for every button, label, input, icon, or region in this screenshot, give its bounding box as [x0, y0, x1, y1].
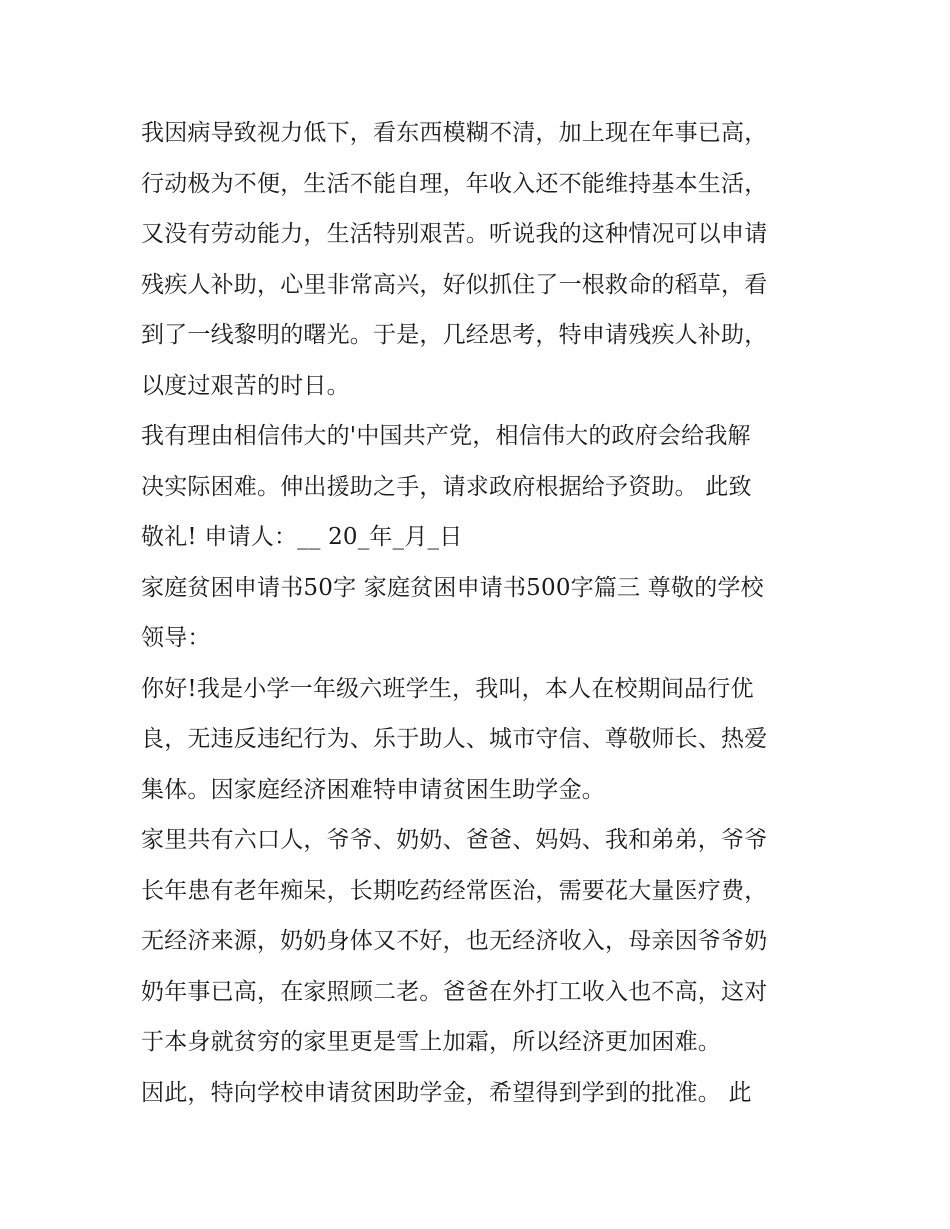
text-line: 无经济来源，奶奶身体又不好，也无经济收入，母亲因爷爷奶	[141, 928, 768, 954]
text-line: 以度过艰苦的时日。	[141, 372, 350, 399]
text-line: 你好!我是小学一年级六班学生，我叫，本人在校期间品行优	[141, 675, 754, 702]
text-line: 行动极为不便，生活不能自理，年收入还不能维持基本生活，	[141, 170, 768, 197]
text-line: 集体。因家庭经济困难特申请贫困生助学金。	[141, 776, 605, 803]
text-line: 到了一线黎明的曙光。于是，几经思考，特申请残疾人补助，	[141, 322, 768, 348]
text-line: 敬礼! 申请人：__ 20_年_月_日	[141, 524, 463, 550]
text-line: 领导：	[141, 625, 211, 651]
text-line: 良，无违反违纪行为、乐于助人、城市守信、尊敬师长、热爱	[141, 726, 768, 752]
text-line: 我因病导致视力低下，看东西模糊不清，加上现在年事已高，	[141, 120, 768, 146]
text-line: 奶年事已高，在家照顾二老。爸爸在外打工收入也不高，这对	[141, 978, 768, 1005]
text-line: 长年患有老年痴呆，长期吃药经常医治，需要花大量医疗费，	[141, 877, 768, 904]
text-line: 我有理由相信伟大的'中国共产党，相信伟大的政府会给我解	[141, 423, 751, 449]
document-body	[141, 108, 831, 1118]
text-line: 家里共有六口人，爷爷、奶奶、爸爸、妈妈、我和弟弟，爷爷	[141, 827, 768, 853]
text-line: 于本身就贫穷的家里更是雪上加霜，所以经济更加困难。	[141, 1029, 721, 1055]
text-line: 家庭贫困申请书50字 家庭贫困申请书500字篇三 尊敬的学校	[141, 574, 764, 601]
text-line: 又没有劳动能力，生活特别艰苦。听说我的这种情况可以申请	[141, 221, 768, 247]
text-line: 残疾人补助，心里非常高兴，好似抓住了一根救命的稻草，看	[141, 271, 768, 298]
text-line: 因此，特向学校申请贫困助学金，希望得到学到的批准。 此	[141, 1079, 752, 1106]
text-line: 决实际困难。伸出援助之手，请求政府根据给予资助。 此致	[141, 473, 752, 500]
